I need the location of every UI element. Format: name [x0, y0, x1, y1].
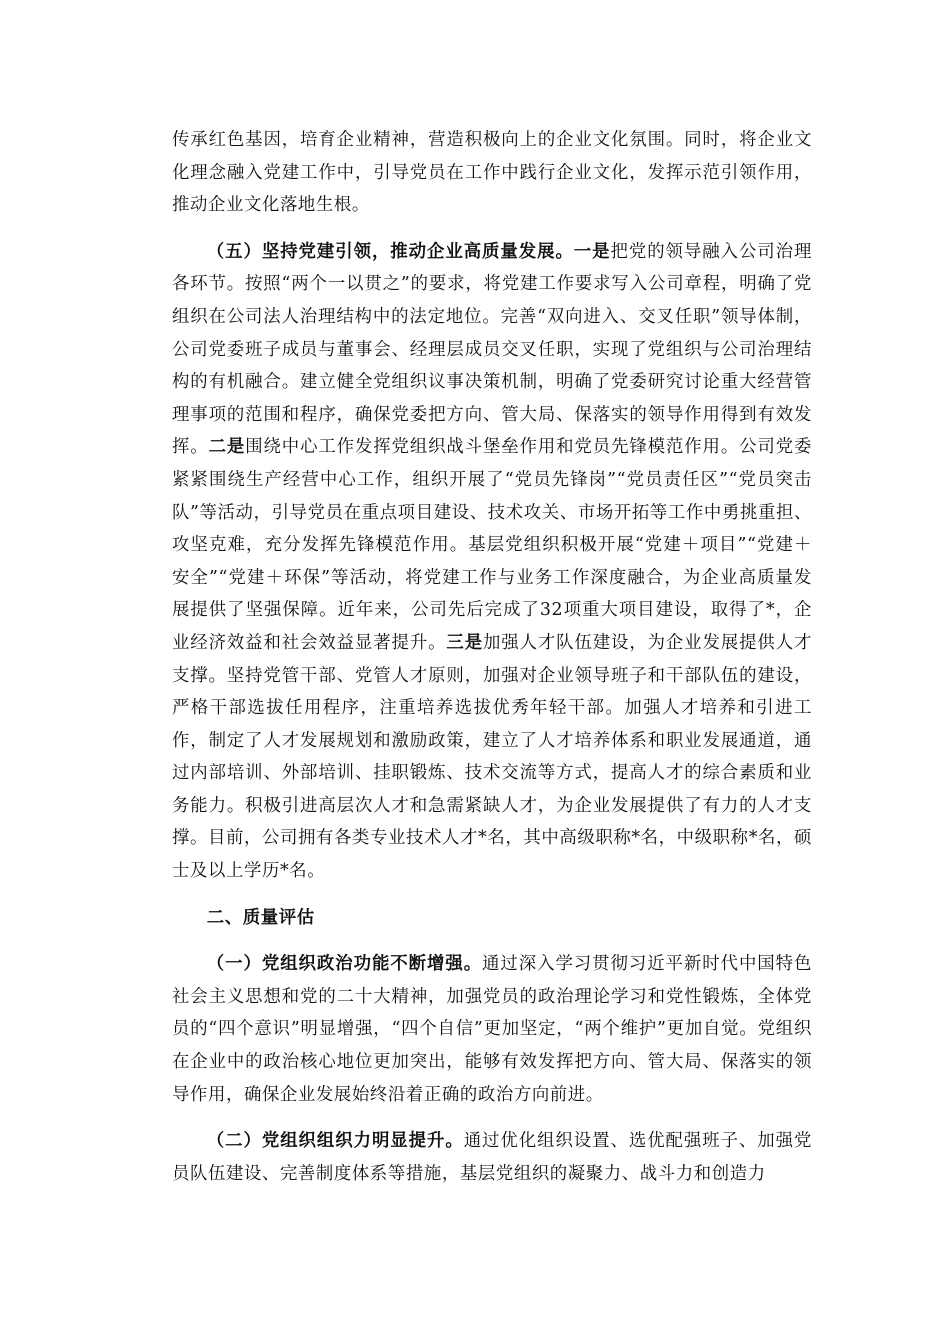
paragraph-organizational-strength — [172, 1125, 812, 1190]
section-heading-quality-assessment: 二、质量评估 — [206, 907, 315, 928]
paragraph-lead: （二）党组织组织力明显提升。 — [206, 1131, 464, 1152]
point-text-1: 把党的领导融入公司治理各环节。按照“两个一以贯之”的要求，将党建工作要求写入公司章程，明确了党组织在公司法人治理结构中的法定地位。完善“双向进入、交叉任职”领导体制，公司党委班子成员与董事会、经理层成员交叉任职，实现了党组织与公司治理结构的有机融合。建立健全党组织议事决策机制，明确了党委研究讨论重大经营管理事项的范围和程序，确保党委把方向、管大局、保落实的领导作用得到有效发挥。 — [172, 241, 812, 458]
point-text-3: 加强人才队伍建设，为企业发展提供人才支撑。坚持党管干部、党管人才原则，加强对企业领导班子和干部队伍的建设，严格干部选拔任用程序，注重培养选拔优秀年轻干部。加强人才培养和引进工作，制定了人才发展规划和激励政策，建立了人才培养体系和职业发展通道，通过内部培训、外部培训、挂职锻炼、技术交流等方式，提高人才的综合素质和业务能力。积极引进高层次人才和急需紧缺人才，为企业发展提供了有力的人才支撑。目前，公司拥有各类专业技术人才*名，其中高级职称*名，中级职称*名，硕士及以上学历*名。 — [172, 632, 812, 882]
paragraph-corporate-culture — [172, 124, 812, 222]
point-text-2: 围绕中心工作发挥党组织战斗堡垒作用和党员先锋模范作用。公司党委紧紧围绕生产经营中心工作，组织开展了“党员先锋岗”“党员责任区”“党员突击队”等活动，引导党员在重点项目建设、技术攻关、市场开拓等工作中勇挑重担、攻坚克难，充分发挥先锋模范作用。基层党组织积极开展“党建＋项目”“党建＋安全”“党建＋环保”等活动，将党建工作与业务工作深度融合，为企业高质量发展提供了坚强保障。近年来，公司先后完成了32项重大项目建设，取得了*，企业经济效益和社会效益显著提升。 — [172, 437, 812, 653]
paragraph-lead: （一）党组织政治功能不断增强。 — [206, 954, 483, 975]
paragraph-lead: （五）坚持党建引领，推动企业高质量发展。 — [206, 241, 574, 262]
paragraph-party-leadership — [172, 236, 812, 888]
paragraph-text: 通过深入学习贯彻习近平新时代中国特色社会主义思想和党的二十大精神，加强党员的政治理论学习和党性锻炼，全体党员的“四个意识”明显增强，“四个自信”更加坚定，“两个维护”更加自觉。党组织在企业中的政治核心地位更加突出，能够有效发挥把方向、管大局、保落实的领导作用，确保企业发展始终沿着正确的政治方向前进。 — [172, 954, 812, 1105]
point-marker-1: 一是 — [573, 241, 611, 262]
paragraph-political-function — [172, 948, 812, 1111]
document-page — [172, 124, 812, 1190]
paragraph-text: 通过优化组织设置、选优配强班子、加强党员队伍建设、完善制度体系等措施，基层党组织的凝聚力、战斗力和创造力 — [172, 1131, 812, 1184]
point-marker-3: 三是 — [446, 632, 483, 653]
paragraph-text: 传承红色基因，培育企业精神，营造积极向上的企业文化氛围。同时，将企业文化理念融入党建工作中，引导党员在工作中践行企业文化，发挥示范引领作用，推动企业文化落地生根。 — [172, 130, 812, 216]
point-marker-2: 二是 — [208, 437, 246, 458]
